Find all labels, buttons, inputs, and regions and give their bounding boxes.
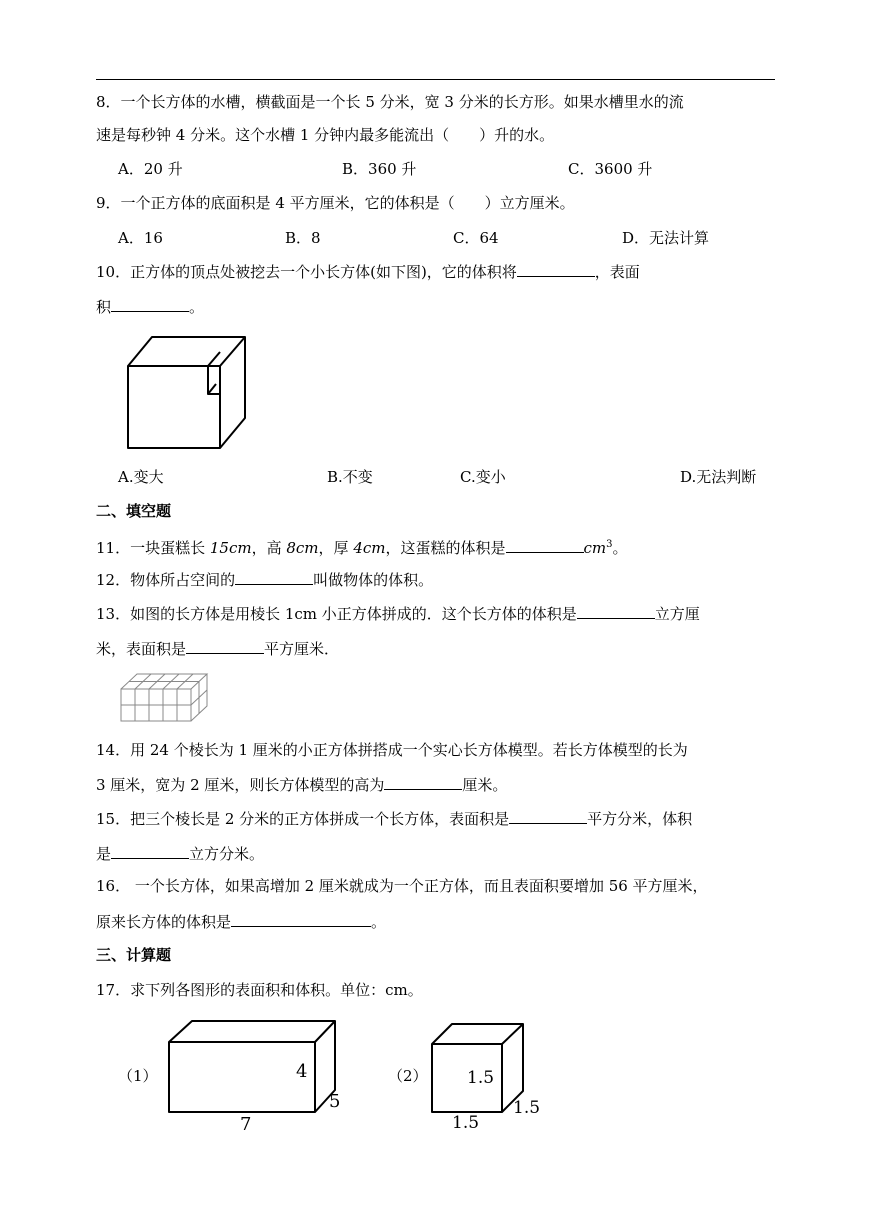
q13-line2: 米，表面积是 平方厘米． <box>96 640 340 658</box>
q8-option-a: A．20 升 <box>118 160 183 178</box>
q9-line1: 9．一个正方体的底面积是 4 平方厘米，它的体积是（ ）立方厘米。 <box>96 194 575 212</box>
q9-option-a: A．16 <box>118 229 163 247</box>
q14-line1: 14．用 24 个棱长为 1 厘米的小正方体拼搭成一个实心长方体模型。若长方体模型的长为 <box>96 741 688 759</box>
q17-fig1-length-label: 7 <box>240 1114 252 1135</box>
q10-cube-figure <box>124 332 249 452</box>
q10-line2: 积 。 <box>96 298 205 316</box>
q13-blank-2[interactable] <box>186 638 264 654</box>
q13-cuboid-grid-figure <box>120 673 208 723</box>
q11-blank[interactable] <box>506 537 584 553</box>
q15-blank-2[interactable] <box>111 843 189 859</box>
q12-line: 12．物体所占空间的 叫做物体的体积。 <box>96 571 434 589</box>
q8-option-b: B．360 升 <box>342 160 417 178</box>
q17-fig1-height-label: 4 <box>296 1061 308 1082</box>
section-calculation-title: 三、计算题 <box>96 946 172 964</box>
q8-line1: 8．一个长方体的水槽，横截面是一个长 5 分米，宽 3 分米的长方形。如果水槽里水的流 <box>96 93 684 111</box>
q14-line2: 3 厘米，宽为 2 厘米，则长方体模型的高为 厘米。 <box>96 776 508 794</box>
q10-option-a: A.变大 <box>118 468 164 486</box>
q13-line1: 13．如图的长方体是用棱长 1cm 小正方体拼成的．这个长方体的体积是 立方厘 <box>96 605 700 623</box>
q17-fig2-width-label: 1.5 <box>513 1098 541 1118</box>
q16-line1: 16． 一个长方体，如果高增加 2 厘米就成为一个正方体，而且表面积要增加 56 平方厘米， <box>96 877 708 895</box>
q10-line1: 10．正方体的顶点处被挖去一个小长方体(如下图)，它的体积将 ，表面 <box>96 263 640 281</box>
q10-option-d: D.无法判断 <box>680 468 757 486</box>
q16-line2: 原来长方体的体积是 。 <box>96 913 387 931</box>
top-rule <box>96 79 775 80</box>
q8-line2: 速是每秒钟 4 分米。这个水槽 1 分钟内最多能流出（ ）升的水。 <box>96 126 555 144</box>
q9-option-b: B．8 <box>285 229 321 247</box>
q8-option-c: C．3600 升 <box>568 160 653 178</box>
q17-fig1-width-label: 5 <box>329 1091 341 1112</box>
q17-fig2-label: （2） <box>388 1067 428 1085</box>
q12-blank[interactable] <box>235 569 313 585</box>
q9-option-c: C．64 <box>453 229 499 247</box>
q17-line1: 17．求下列各图形的表面积和体积。单位：cm。 <box>96 981 423 999</box>
q10-option-b: B.不变 <box>327 468 373 486</box>
q16-blank[interactable] <box>231 911 371 927</box>
q17-cuboid-figure-1 <box>168 1020 341 1120</box>
q15-line1: 15．把三个棱长是 2 分米的正方体拼成一个长方体，表面积是 平方分米，体积 <box>96 810 693 828</box>
q17-fig2-height-label: 1.5 <box>467 1068 495 1088</box>
q9-option-d: D．无法计算 <box>622 229 710 247</box>
q15-blank-1[interactable] <box>509 808 587 824</box>
q17-fig1-label: （1） <box>118 1067 158 1085</box>
q11-line: 11．一块蛋糕长 15cm，高 8cm，厚 4cm，这蛋糕的体积是 $cm^3$。 <box>96 539 628 557</box>
section-fill-blank-title: 二、填空题 <box>96 502 172 520</box>
q10-blank-1[interactable] <box>517 261 595 277</box>
q14-blank[interactable] <box>384 774 462 790</box>
q15-line2: 是 立方分米。 <box>96 845 265 863</box>
q10-blank-2[interactable] <box>111 296 189 312</box>
q10-option-c: C.变小 <box>460 468 506 486</box>
q13-blank-1[interactable] <box>577 603 655 619</box>
q17-fig2-length-label: 1.5 <box>452 1113 480 1133</box>
